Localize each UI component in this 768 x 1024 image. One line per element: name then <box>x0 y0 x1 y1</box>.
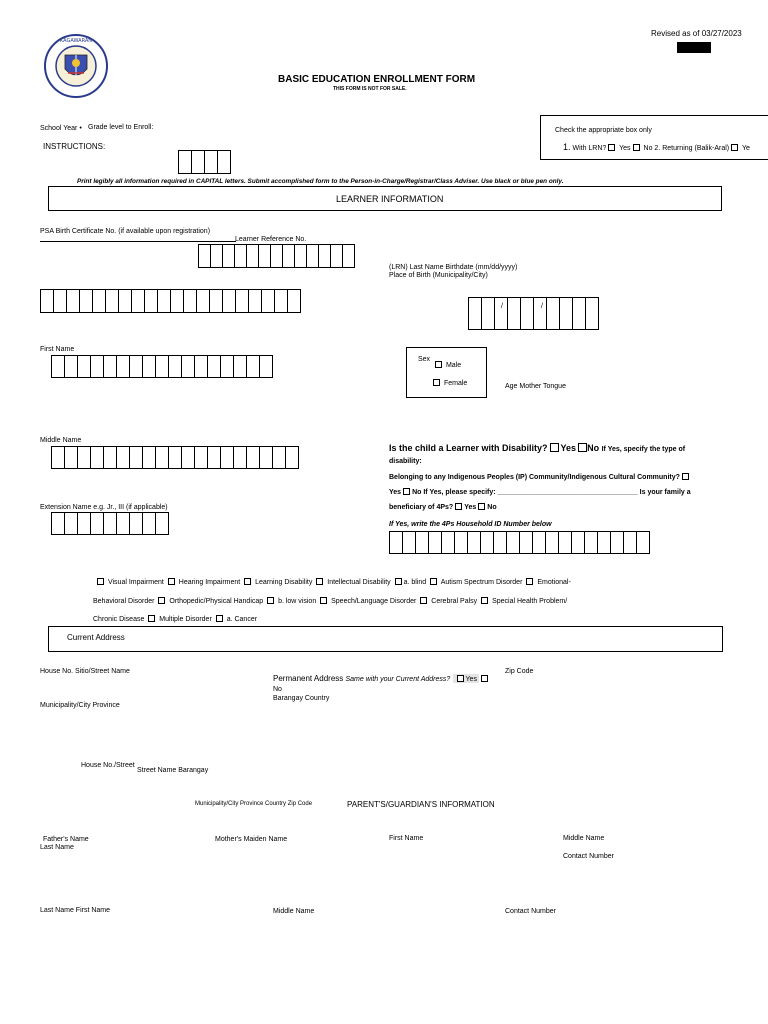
female-label: Female <box>443 380 468 387</box>
disability-line-2 <box>93 597 567 605</box>
birthdate-slash-2: / <box>541 303 543 310</box>
with-lrn-no-checkbox[interactable] <box>633 144 640 151</box>
with-lrn-num: 1. <box>563 142 571 152</box>
learner-info-title: LEARNER INFORMATION <box>336 194 444 204</box>
lrn-check-frame <box>540 115 768 160</box>
age-mother-tongue-label: Age Mother Tongue <box>505 383 566 390</box>
last-name-boxes[interactable] <box>40 289 300 313</box>
svg-text:KAGAWARAN: KAGAWARAN <box>59 38 93 44</box>
revised-date: Revised as of 03/27/2023 <box>651 29 742 38</box>
disability-yes-checkbox[interactable] <box>550 443 559 452</box>
with-lrn-label: With LRN? <box>572 145 607 152</box>
male-option[interactable] <box>433 361 461 369</box>
disability-line-3 <box>93 615 257 623</box>
muni-prov-country-zip-label: Municipality/City Province Country Zip Code <box>195 801 313 807</box>
same-no-checkbox[interactable] <box>481 675 488 682</box>
disability-question-text: Is the child a Learner with Disability? <box>389 443 548 453</box>
fathers-middle-name-label: Middle Name <box>563 835 605 842</box>
fourps-no-checkbox[interactable] <box>478 503 485 510</box>
cancer-checkbox[interactable] <box>216 615 223 622</box>
barangay-country-label: Barangay Country <box>273 695 330 702</box>
disability-yes-label: Yes <box>560 443 577 453</box>
muni-province-label: Municipality/City Province <box>40 702 120 709</box>
school-year-text: School Year <box>40 125 78 132</box>
fourps-id-boxes[interactable] <box>389 531 649 554</box>
fathers-contact-label: Contact Number <box>563 853 614 860</box>
hearing-impairment-checkbox[interactable] <box>168 578 175 585</box>
extension-name-boxes[interactable] <box>51 512 168 535</box>
fourps-id-label: If Yes, write the 4Ps Household ID Number below <box>389 521 552 528</box>
disability-specify-2: disability: <box>389 458 422 465</box>
hearing-impairment-label: Hearing Impairment <box>178 579 241 586</box>
visual-impairment-checkbox[interactable] <box>97 578 104 585</box>
same-yes-cell <box>453 674 479 683</box>
multiple-disorder-label: Multiple Disorder <box>159 616 212 623</box>
with-lrn-yes-checkbox[interactable] <box>608 144 615 151</box>
sex-label: Sex <box>418 356 431 363</box>
ip-answer-row <box>389 488 691 496</box>
speech-label: Speech/Language Disorder <box>331 598 417 605</box>
parents-title: PARENT'S/GUARDIAN'S INFORMATION <box>347 800 495 809</box>
ip-yes-label: Yes <box>389 489 402 496</box>
speech-checkbox[interactable] <box>320 597 327 604</box>
lrn-label: Learner Reference No. <box>235 236 307 243</box>
lrn-last-birthdate-label: (LRN) Last Name Birthdate (mm/dd/yyyy) <box>389 264 518 271</box>
learning-disability-label: Learning Disability <box>255 579 313 586</box>
ip-specify-text: No If Yes, please specify: ____________________________________ <box>412 489 638 496</box>
intellectual-disability-checkbox[interactable] <box>316 578 323 585</box>
street-barangay-label: Street Name Barangay <box>137 767 209 774</box>
blind-label: a. blind <box>403 579 427 586</box>
cerebral-palsy-checkbox[interactable] <box>420 597 427 604</box>
lrn-boxes[interactable] <box>198 244 354 268</box>
check-box-only-label: Check the appropriate box only <box>555 127 652 134</box>
sex-frame <box>406 347 487 398</box>
low-vision-label: b. low vision <box>278 598 317 605</box>
ip-no-checkbox[interactable] <box>403 488 410 495</box>
special-health-checkbox[interactable] <box>481 597 488 604</box>
school-year-label: School Year • <box>40 125 82 132</box>
instructions-label: INSTRUCTIONS: <box>43 142 106 151</box>
house-no-street-label: House No./Street <box>81 762 135 769</box>
fourps-row <box>389 503 497 511</box>
zip-code-label: Zip Code <box>505 668 534 675</box>
middle-name-label: Middle Name <box>40 437 82 444</box>
returning-label: No 2. Returning (Balik-Aral) <box>643 145 730 152</box>
fourps-no-label: No <box>487 504 497 511</box>
autism-label: Autism Spectrum Disorder <box>440 579 523 586</box>
female-option[interactable] <box>431 379 467 387</box>
mothers-last-first-label: Last Name First Name <box>40 907 111 914</box>
form-subtitle: THIS FORM IS NOT FOR SALE. <box>333 86 407 92</box>
current-address-title: Current Address <box>67 633 125 642</box>
first-name-boxes[interactable] <box>51 355 272 378</box>
cerebral-palsy-label: Cerebral Palsy <box>431 598 478 605</box>
same-as-current-label: Same with your Current Address? <box>345 676 451 683</box>
same-yes-checkbox[interactable] <box>457 675 464 682</box>
birthdate-boxes[interactable] <box>468 297 598 330</box>
psa-line <box>40 241 236 242</box>
returning-yes-label: Ye <box>741 145 750 152</box>
emotional-label: Emotional- <box>537 579 571 586</box>
fourps-yes-checkbox[interactable] <box>455 503 462 510</box>
female-checkbox[interactable] <box>433 379 440 386</box>
fourps-yes-label: Yes <box>464 504 477 511</box>
same-no-label: No <box>273 686 282 693</box>
psa-label: PSA Birth Certificate No. (if available upon registration) <box>40 228 211 235</box>
fathers-last-name-label: Last Name <box>40 844 74 851</box>
ip-checkbox[interactable] <box>682 473 689 480</box>
ip-question <box>389 473 691 481</box>
returning-checkbox[interactable] <box>731 144 738 151</box>
autism-checkbox[interactable] <box>430 578 437 585</box>
birthdate-slash-1: / <box>501 303 503 310</box>
permanent-address-row <box>273 674 490 683</box>
with-lrn-yes-label: Yes <box>619 145 631 152</box>
mothers-maiden-label: Mother's Maiden Name <box>215 836 288 843</box>
disability-no-checkbox[interactable] <box>578 443 587 452</box>
visual-impairment-label: Visual Impairment <box>107 579 164 586</box>
low-vision-checkbox[interactable] <box>267 597 274 604</box>
redaction-block <box>677 42 711 53</box>
same-yes-label: Yes <box>465 676 477 683</box>
cancer-label: a. Cancer <box>226 616 258 623</box>
first-name-label: First Name <box>40 346 75 353</box>
place-of-birth-label: Place of Birth (Municipality/City) <box>389 272 488 279</box>
fathers-first-name-label: First Name <box>389 835 424 842</box>
multiple-disorder-checkbox[interactable] <box>148 615 155 622</box>
mothers-contact-label: Contact Number <box>505 908 556 915</box>
behavioral-disorder-label: Behavioral Disorder <box>93 598 155 605</box>
fourps-question: Is your family a <box>639 489 691 496</box>
chronic-disease-label: Chronic Disease <box>93 616 145 623</box>
grade-level-label: Grade level to Enroll: <box>88 124 154 131</box>
mothers-middle-name-label: Middle Name <box>273 908 315 915</box>
disability-line-1 <box>95 578 571 586</box>
ip-question-text: Belonging to any Indigenous Peoples (IP) Community/Indigenous Cultural Community? <box>389 474 680 481</box>
disability-question <box>389 443 685 453</box>
permanent-address-label: Permanent Address <box>273 674 344 683</box>
intellectual-disability-label: Intellectual Disability <box>327 579 391 586</box>
fourps-question-2: beneficiary of 4Ps? <box>389 504 454 511</box>
form-title: BASIC EDUCATION ENROLLMENT FORM <box>278 74 476 85</box>
print-instructions: Print legibly all information required in CAPITAL letters. Submit accomplished form to the Person-in-Charge/Registrar/Class Adviser. Use black or blue pen only. <box>77 178 564 185</box>
orthopedic-label: Orthopedic/Physical Handicap <box>169 598 264 605</box>
learning-disability-checkbox[interactable] <box>244 578 251 585</box>
middle-name-boxes[interactable] <box>51 446 298 469</box>
current-address-frame <box>48 626 723 652</box>
house-street-label: House No. Sitio/Street Name <box>40 668 130 675</box>
disability-no-label: No <box>587 443 600 453</box>
fathers-name-label: Father's Name <box>43 836 89 843</box>
blind-checkbox[interactable] <box>395 578 402 585</box>
orthopedic-checkbox[interactable] <box>158 597 165 604</box>
disability-specify-text: If Yes, specify the type of <box>601 446 686 453</box>
deped-seal-logo <box>43 33 109 99</box>
male-label: Male <box>445 362 462 369</box>
emotional-checkbox[interactable] <box>526 578 533 585</box>
school-year-boxes[interactable] <box>178 150 230 174</box>
with-lrn-row <box>563 142 750 152</box>
special-health-label: Special Health Problem/ <box>492 598 568 605</box>
male-checkbox[interactable] <box>435 361 442 368</box>
extension-name-label: Extension Name e.g. Jr., III (if applicable) <box>40 504 168 511</box>
